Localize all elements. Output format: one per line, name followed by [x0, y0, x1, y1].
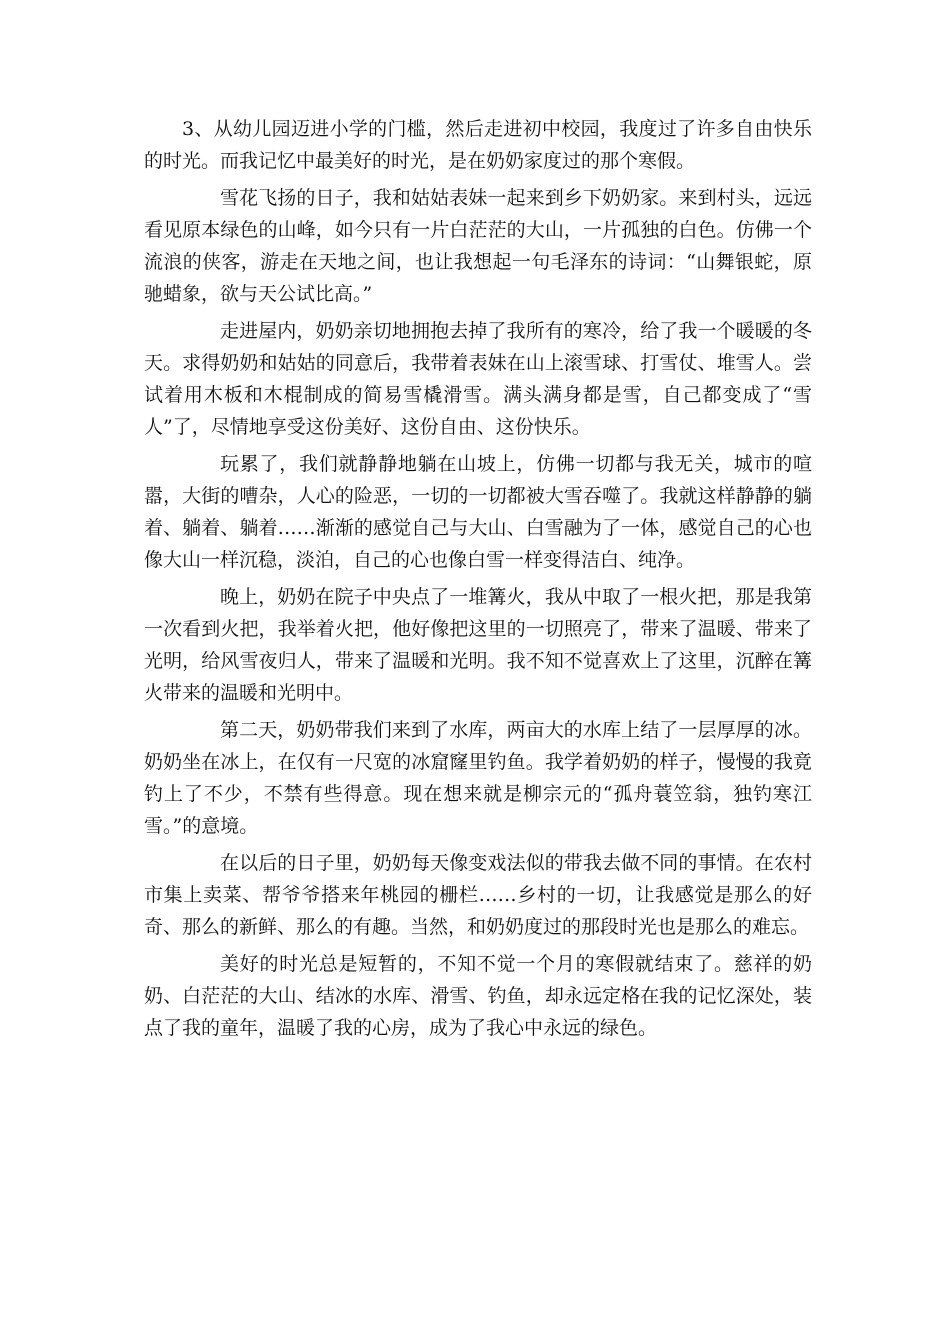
paragraph-6: 第二天，奶奶带我们来到了水库，两亩大的水库上结了一层厚厚的冰。奶奶坐在冰上，在仅有一尺宽的冰窟窿里钓鱼。我学着奶奶的样子，慢慢的我竟钓上了不少，不禁有些得意。现在想来就是柳宗元的“孤舟蓑笠翁，独钓寒江雪。”的意境。 — [144, 719, 812, 837]
paragraph-7: 在以后的日子里，奶奶每天像变戏法似的带我去做不同的事情。在农村市集上卖菜、帮爷爷搭来年桃园的栅栏……乡村的一切，让我感觉是那么的好奇、那么的新鲜、那么的有趣。当然，和奶奶度过的那段时光也是那么的难忘。 — [144, 852, 812, 938]
paragraph-3: 走进屋内，奶奶亲切地拥抱去掉了我所有的寒冷，给了我一个暖暖的冬天。求得奶奶和姑姑的同意后，我带着表妹在山上滚雪球、打雪仗、堆雪人。尝试着用木板和木棍制成的简易雪橇滑雪。满头满身都是雪，自己都变成了“雪人”了，尽情地享受这份美好、这份自由、这份快乐。 — [144, 320, 812, 438]
paragraph-1: 3、从幼儿园迈进小学的门槛，然后走进初中校园，我度过了许多自由快乐的时光。而我记忆中最美好的时光，是在奶奶家度过的那个寒假。 — [144, 118, 812, 172]
paragraph-5: 晚上，奶奶在院子中央点了一堆篝火，我从中取了一根火把，那是我第一次看到火把，我举着火把，他好像把这里的一切照亮了，带来了温暖、带来了光明，给风雪夜归人，带来了温暖和光明。我不知不觉喜欢上了这里，沉醉在篝火带来的温暖和光明中。 — [144, 586, 812, 704]
paragraph-2: 雪花飞扬的日子，我和姑姑表妹一起来到乡下奶奶家。来到村头，远远看见原本绿色的山峰，如今只有一片白茫茫的大山，一片孤独的白色。仿佛一个流浪的侠客，游走在天地之间，也让我想起一句毛泽东的诗词：“山舞银蛇，原驰蜡象，欲与天公试比高。” — [144, 187, 812, 305]
paragraph-8: 美好的时光总是短暂的，不知不觉一个月的寒假就结束了。慈祥的奶奶、白茫茫的大山、结冰的水库、滑雪、钓鱼，却永远定格在我的记忆深处，装点了我的童年，温暖了我的心房，成为了我心中永远的绿色。 — [144, 953, 812, 1039]
paragraph-4: 玩累了，我们就静静地躺在山坡上，仿佛一切都与我无关，城市的喧嚣，大街的嘈杂，人心的险恶，一切的一切都被大雪吞噬了。我就这样静静的躺着、躺着、躺着……渐渐的感觉自己与大山、白雪融为了一体，感觉自己的心也像大山一样沉稳，淡泊，自己的心也像白雪一样变得洁白、纯净。 — [144, 453, 812, 571]
essay-body — [144, 113, 812, 1049]
